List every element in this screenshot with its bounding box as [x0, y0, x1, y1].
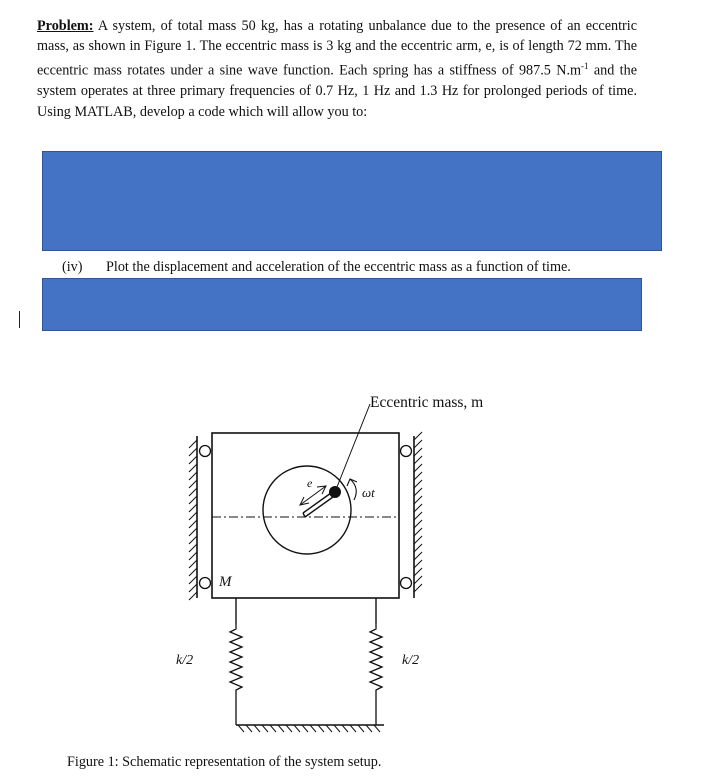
problem-text: A system, of total mass 50 kg, has a rotating unbalance due to the presence of an eccentric mass, as shown in Figure 1. The eccentric mass is 3 kg and the eccentric arm, e, is of length 72 mm. The eccentric mass rotates under a sine wave function. Each spring has a stiffness of 987.5 N.m [37, 18, 637, 80]
ground [236, 725, 384, 732]
mass-M-label: M [219, 574, 232, 590]
left-wall [189, 436, 197, 600]
omega-t-label: ωt [362, 485, 375, 500]
task-item-text: Plot the displacement and acceleration of the eccentric mass as a function of time. [106, 259, 571, 275]
eccentric-arm [303, 493, 333, 517]
spring-left-label: k/2 [176, 653, 194, 668]
right-spring [370, 624, 382, 725]
eccentric-mass-label: Eccentric mass, m [370, 394, 484, 411]
right-wall [414, 432, 422, 598]
e-label: e [307, 476, 313, 490]
mass-block [212, 433, 399, 598]
spring-right-label: k/2 [402, 653, 420, 668]
omega-arrowhead [347, 479, 357, 486]
omega-arc [350, 479, 356, 500]
mass-legs [236, 598, 376, 624]
e-dimension-arrow [300, 486, 326, 505]
problem-superscript: -1 [581, 61, 589, 72]
eccentric-leader-line [335, 404, 370, 492]
problem-text-after: and the system operates at three primary frequencies of 0.7 Hz, 1 Hz and 1.3 Hz for prolonged periods of time. Using MATLAB, develop a code which will allow you to: [37, 63, 637, 120]
task-item-number: (iv) [62, 259, 83, 275]
figure-caption: Figure 1: Schematic representation of the system setup. [67, 754, 382, 770]
problem-lead: Problem: [37, 18, 94, 34]
left-spring [230, 624, 242, 725]
